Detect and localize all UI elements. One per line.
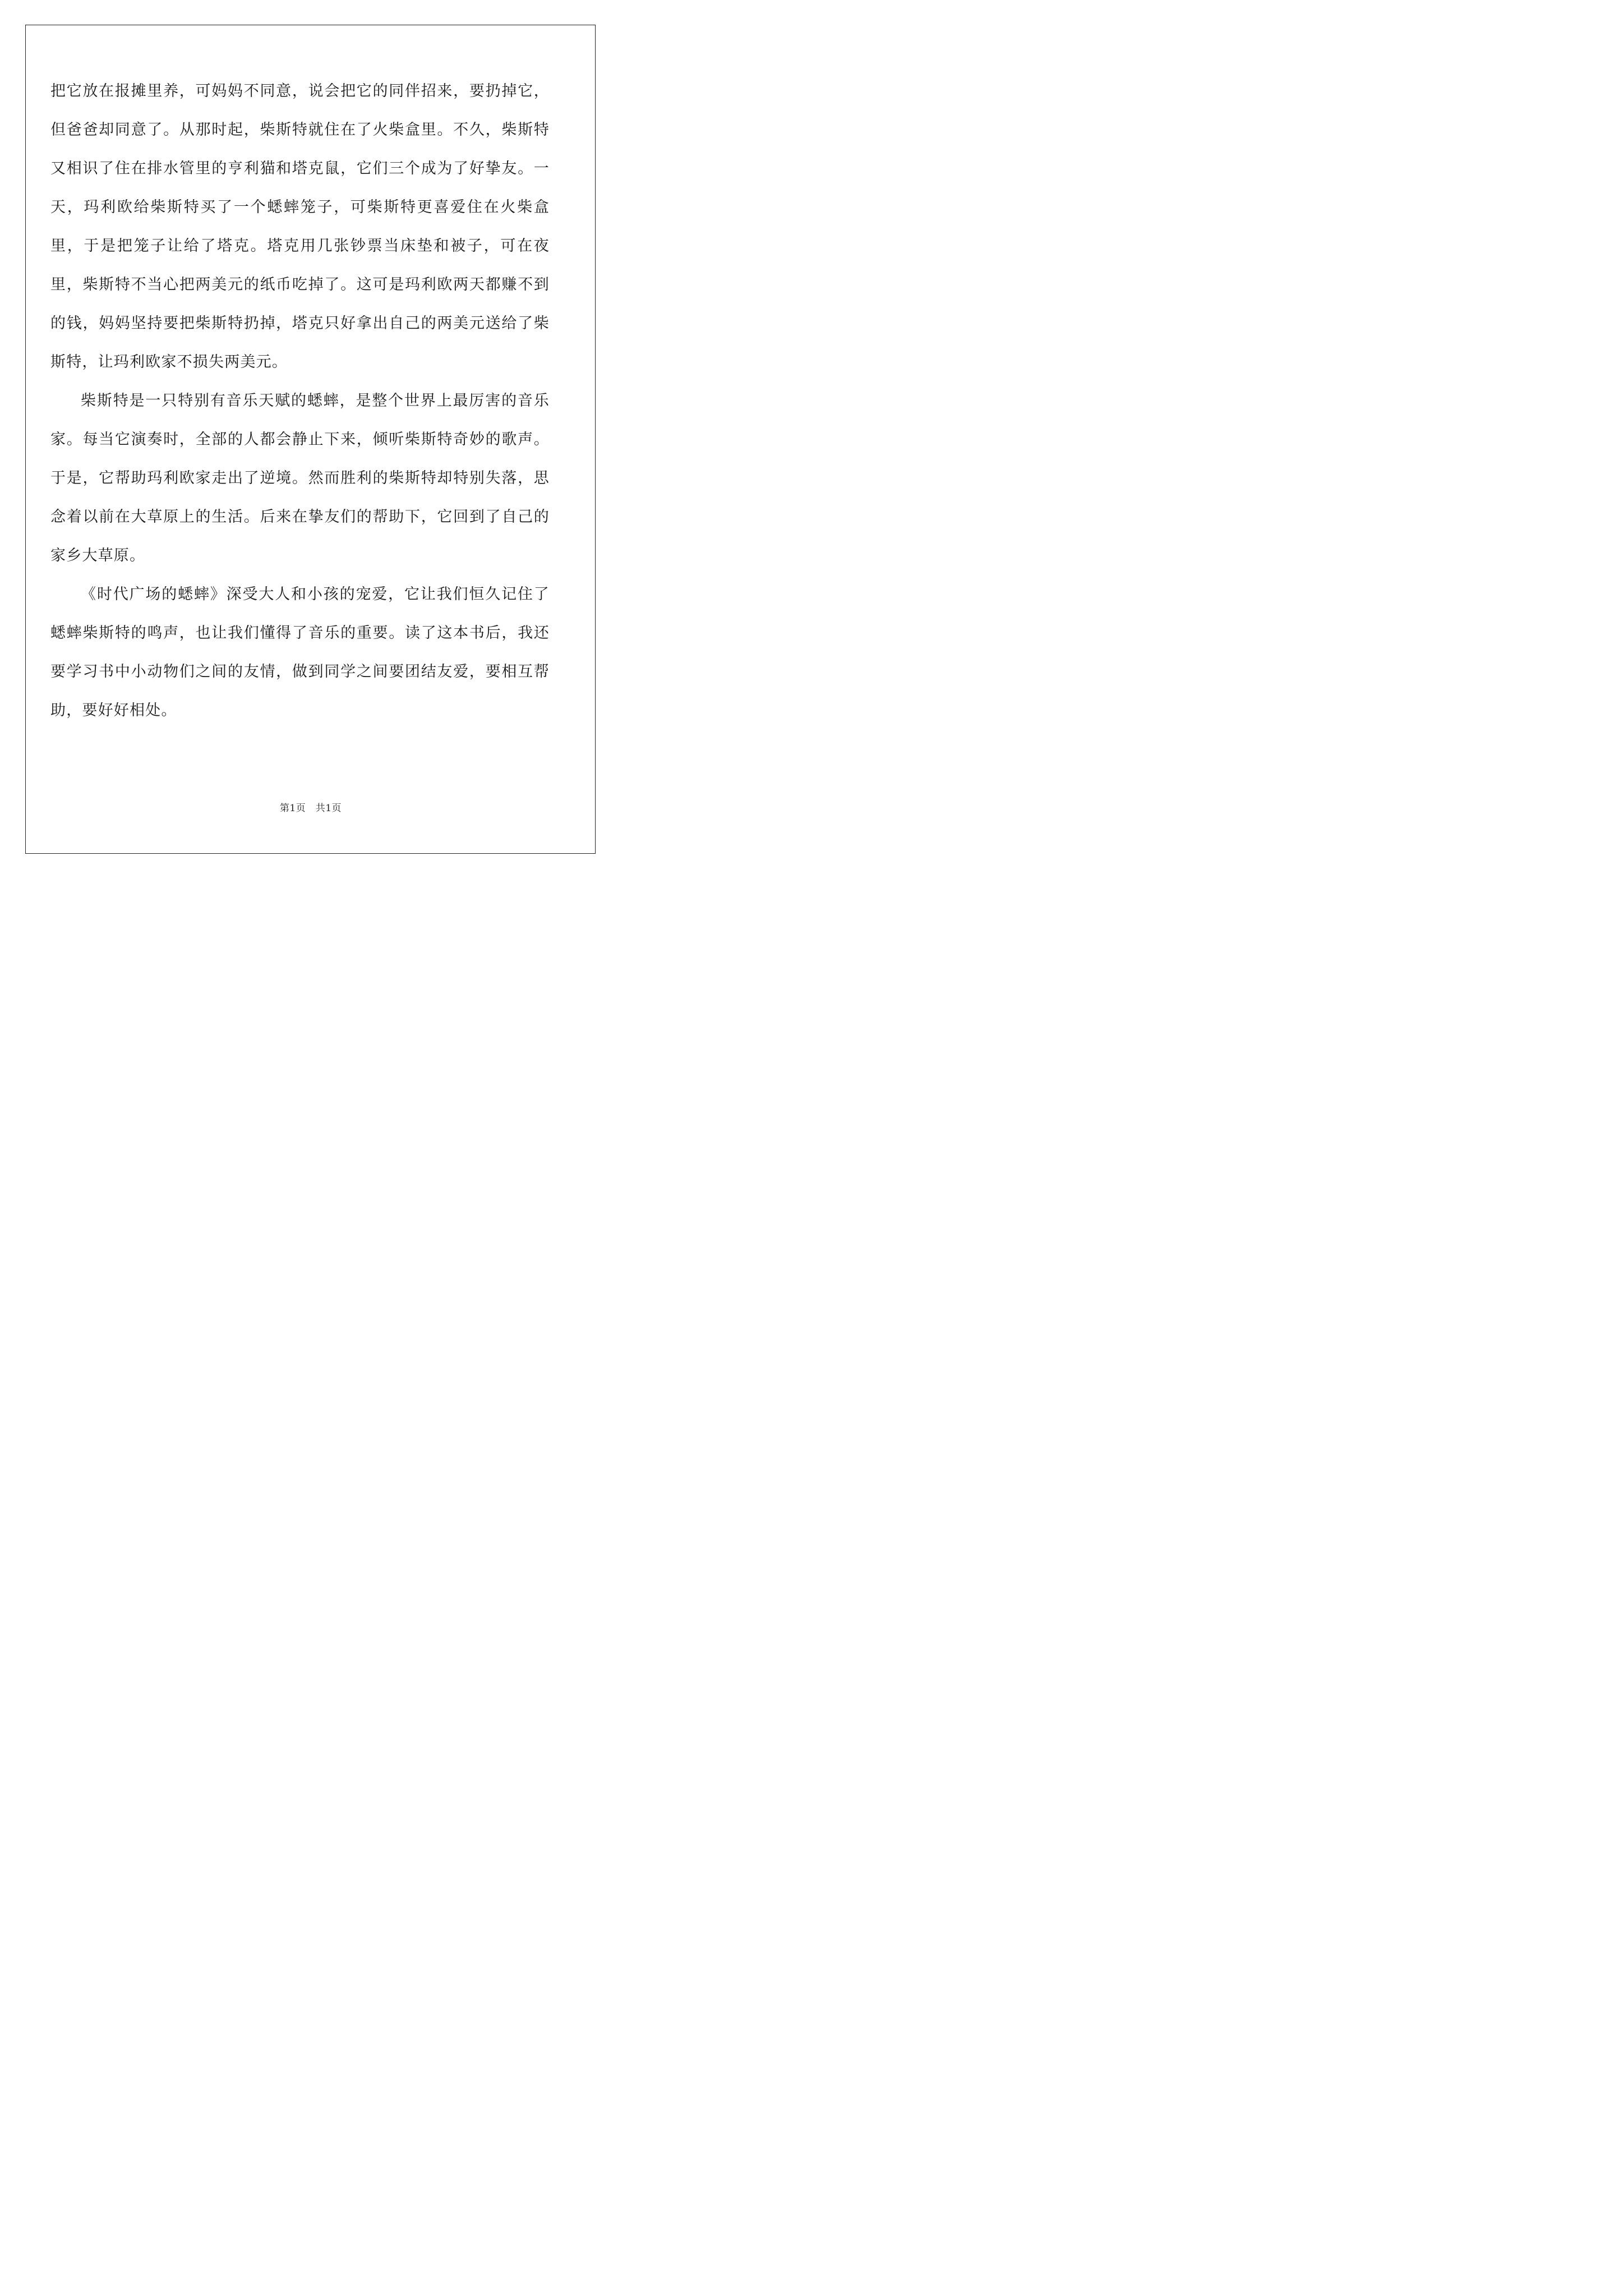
paragraph-1: 把它放在报摊里养，可妈妈不同意，说会把它的同伴招来，要扔掉它，但爸爸却同意了。从那时起，柴斯特就住在了火柴盒里。不久，柴斯特又相识了住在排水管里的亨利猫和塔克鼠，它们三个成为了好挚友。一天，玛利欧给柴斯特买了一个蟋蟀笼子，可柴斯特更喜爱住在火柴盒里，于是把笼子让给了塔克。塔克用几张钞票当床垫和被子，可在夜里，柴斯特不当心把两美元的纸币吃掉了。这可是玛利欧两天都赚不到的钱，妈妈坚持要把柴斯特扔掉，塔克只好拿出自己的两美元送给了柴斯特，让玛利欧家不损失两美元。 <box>50 82 550 371</box>
paragraph-2: 柴斯特是一只特别有音乐天赋的蟋蟀，是整个世界上最厉害的音乐家。每当它演奏时，全部的人都会静止下来，倾听柴斯特奇妙的歌声。于是，它帮助玛利欧家走出了逆境。然而胜利的柴斯特却特别失落，思念着以前在大草原上的生活。后来在挚友们的帮助下，它回到了自己的家乡大草原。 <box>50 392 550 564</box>
page-number: 第1页 共1页 <box>279 803 342 814</box>
document-body <box>50 72 550 730</box>
paragraph-3: 《时代广场的蟋蟀》深受大人和小孩的宠爱，它让我们恒久记住了蟋蟀柴斯特的鸣声，也让我们懂得了音乐的重要。读了这本书后，我还要学习书中小动物们之间的友情，做到同学之间要团结友爱，要相互帮助，要好好相处。 <box>50 586 550 719</box>
